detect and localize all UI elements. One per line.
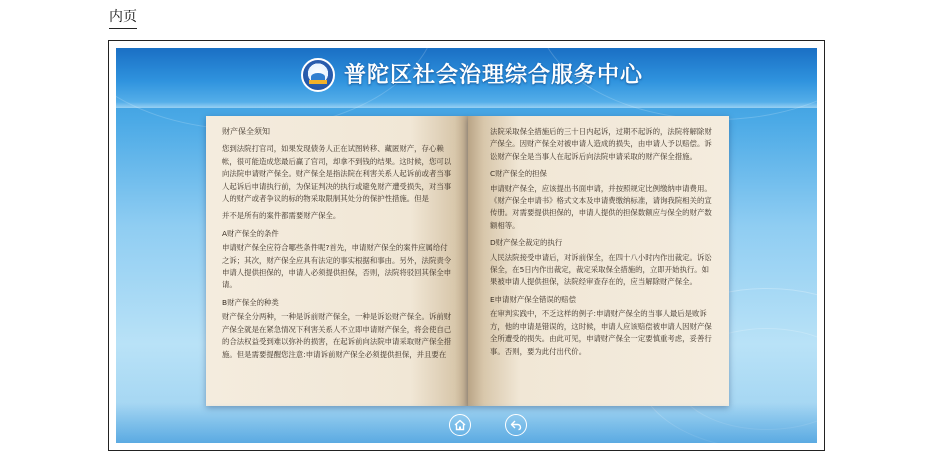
back-arrow-icon (509, 418, 523, 432)
section-text-c: 申请财产保全，应该提出书面申请，并按照规定比例缴纳申请费用。《财产保全申请书》格式文本及申请费缴纳标准，请询我院相关的宣传册。对需要提供担保的，申请人提供的担保数额应与保全的财产数额相等。 (490, 183, 712, 230)
section-text-e: 在审判实践中，不乏这样的例子:申请财产保全的当事人最后是败诉方，他的申请是错误的，这时候，申请人应该赔偿被申请人因财产保全所遭受的损失。由此可见，申请财产保全一定要慎重考虑，妥善行事。否则，要为此付出代价。 (490, 309, 712, 356)
section-title-d: D财产保全裁定的执行 (490, 238, 563, 248)
section-title-c: C财产保全的担保 (490, 169, 547, 179)
section-text-a: 申请财产保全应符合哪些条件呢?首先，申请财产保全的案件应属给付之诉；其次，财产保全应具有法定的事实根据和事由。另外，法院责令申请人提供担保的，申请人必须提供担保，否则，法院将驳回其保全申请。 (222, 243, 452, 290)
section-caption: 内页 (109, 8, 137, 29)
back-button[interactable] (505, 414, 527, 436)
section-text-d: 人民法院接受申请后，对诉前保全，在四十八小时内作出裁定。诉讼保全，在5日内作出裁定，裁定采取保全措施的，立即开始执行。如果被申请人提供担保，法院经审查存在的，应当解除财产保全。 (490, 252, 712, 287)
right-page[interactable] (468, 116, 729, 406)
district-logo-icon (301, 58, 335, 92)
page-title: 普陀区社会治理综合服务中心 (344, 63, 644, 88)
section-title-b: B财产保全的种类 (222, 297, 279, 307)
header-banner (116, 48, 817, 108)
home-icon (453, 418, 467, 432)
section-text-b: 财产保全分两种，一种是诉前财产保全，一种是诉讼财产保全。诉前财产保全就是在紧急情况下利害关系人不立即申请财产保全，将会使自己的合法权益受到难以弥补的损害，在起诉前向法院申请采取财产保全措施。但是需要提醒您注意:申请诉前财产保全必须提供担保，并且要在 (222, 312, 452, 359)
kiosk-screen (116, 48, 817, 443)
intro-note: 并不是所有的案件都需要财产保全。 (222, 211, 341, 221)
notice-heading: 财产保全须知 (222, 127, 270, 136)
home-button[interactable] (449, 414, 471, 436)
section-title-a: A财产保全的条件 (222, 228, 279, 238)
screen-frame (108, 40, 825, 451)
section-title-e: E申请财产保全错误的赔偿 (490, 294, 576, 304)
intro-paragraph: 您到法院打官司，如果发现债务人正在试图转移、藏匿财产，存心赖帐，很可能造成您最后赢了官司，却拿不到钱的结果。这时候，您可以向法院申请财产保全。财产保全是指法院在利害关系人起诉前或者当事人起诉后申请执行前，为保证判决的执行或避免财产遭受损失，对当事人的财产或者争议的标的物采取限制其处分的保护性措施。但是 (222, 144, 452, 204)
open-book (206, 116, 729, 406)
left-page[interactable] (206, 116, 468, 406)
continued-paragraph: 法院采取保全措施后的三十日内起诉，过期不起诉的，法院将解除财产保全。因财产保全对被申请人造成的损失，由申请人予以赔偿。诉讼财产保全是当事人在起诉后向法院申请采取的财产保全措施。 (490, 127, 712, 161)
